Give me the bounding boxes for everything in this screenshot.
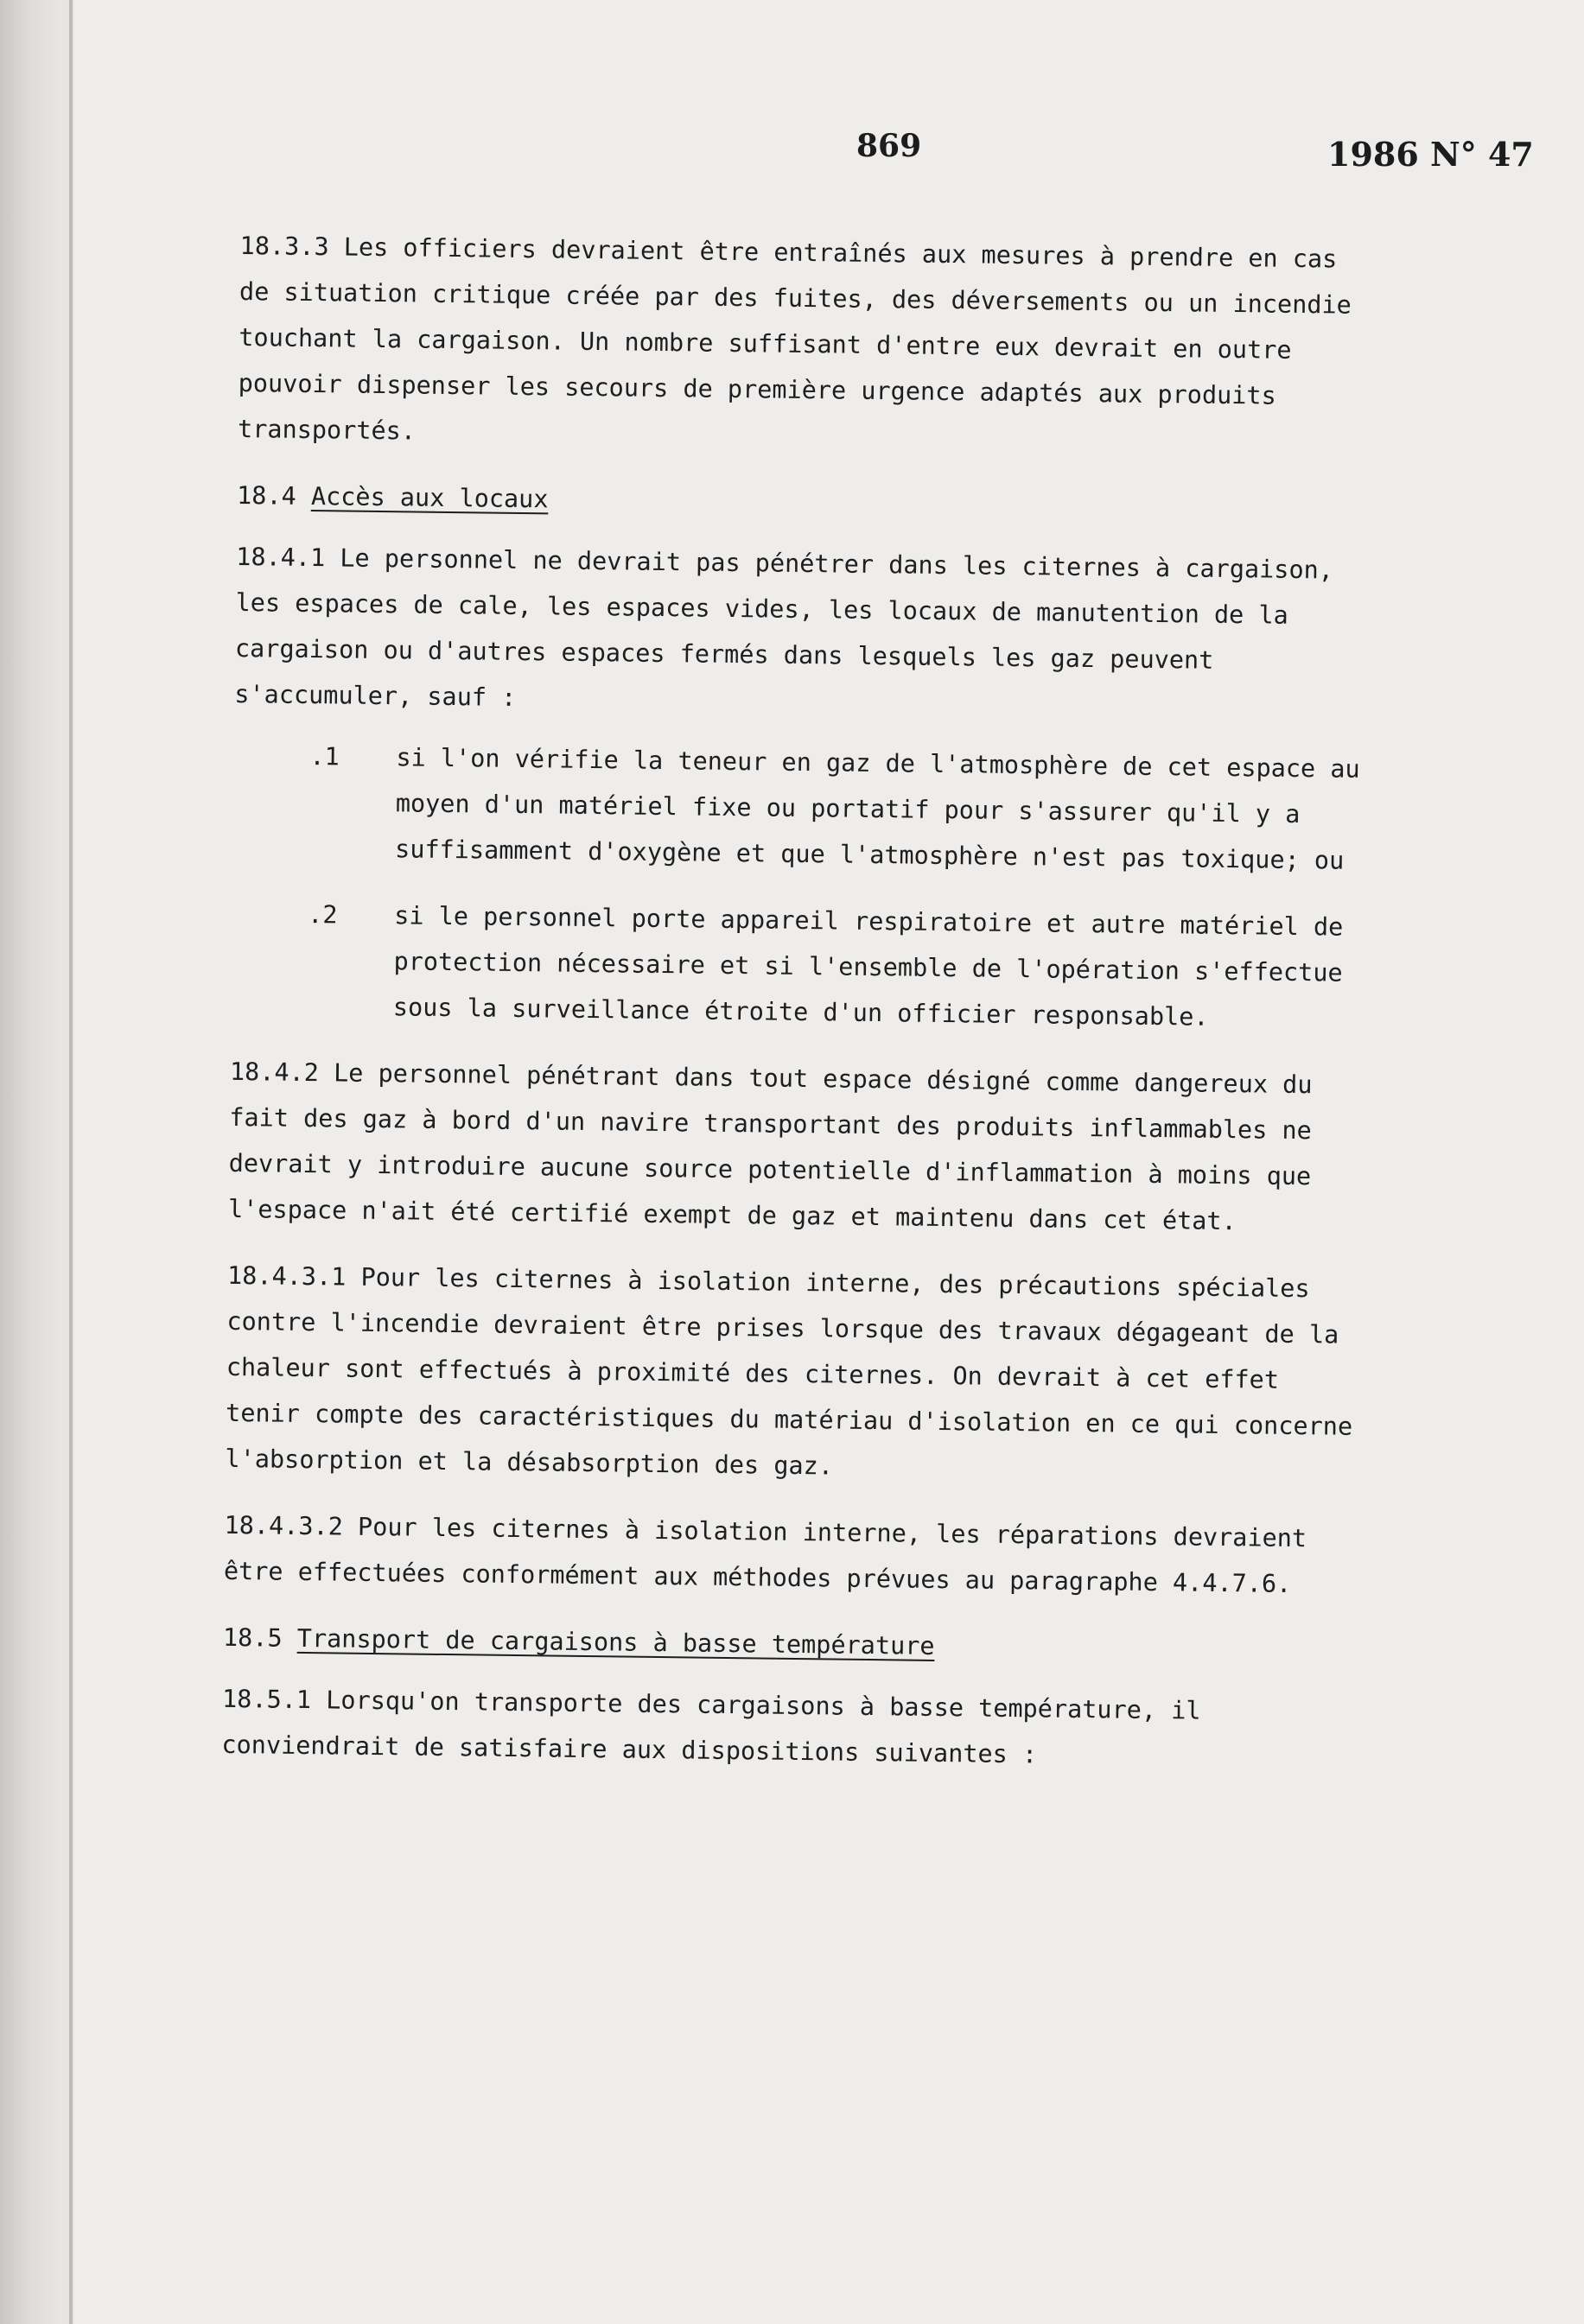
document-reference: 1986 N° 47 — [1327, 135, 1534, 174]
paragraph-number: 18.4.3.2 — [224, 1510, 344, 1541]
binding-gutter — [0, 0, 62, 2324]
list-item-marker: .2 — [308, 900, 338, 930]
paragraph-number: 18.3.3 — [239, 231, 329, 262]
document-body — [221, 223, 1381, 1802]
paragraph-18-4-2 — [228, 1049, 1371, 1246]
paragraph-text: Pour les citernes à isolation interne, des précautions spéciales contre l'incendie devraient être prises lorsque des travaux dégageant de la chaleur sont effectués à proximité des citernes. On devrait à cet effet tenir compte des caractéristiques du matériau d'isolation en ce qui concerne l'absorption et la désabsorption des gaz. — [225, 1262, 1353, 1481]
binding-edge — [69, 0, 73, 2324]
paragraph-text: Pour les citernes à isolation interne, les réparations devraient être effectuées conformément aux méthodes prévues au paragraphe 4.4.7.6. — [223, 1512, 1307, 1598]
list-item-text: si l'on vérifie la teneur en gaz de l'atmosphère de cet espace au moyen d'un matériel fixe ou portatif pour s'assurer qu'il y a suffisamment d'oxygène et que l'atmosphère n'est pas toxique; ou — [394, 743, 1360, 875]
paragraph-number: 18.4.3.1 — [226, 1260, 347, 1292]
paragraph-18-4-1 — [234, 534, 1377, 731]
paragraph-18-5-1 — [221, 1676, 1363, 1781]
list-item — [232, 733, 1375, 884]
paragraph-18-4-3-2 — [224, 1502, 1365, 1608]
paragraph-text: Le personnel pénétrant dans tout espace désigné comme dangereux du fait des gaz à bord d'un navire transportant des produits inflammables ne devrait y introduire aucune source potentielle d'inflammation à moins que l'espace n'ait été certifié exempt de gaz et maintenu dans cet état. — [227, 1058, 1313, 1236]
paragraph-18-4-3-1 — [225, 1253, 1368, 1495]
section-number: 18.5 — [222, 1622, 283, 1653]
page-number: 869 — [856, 128, 922, 164]
section-number: 18.4 — [236, 480, 296, 511]
list-item — [231, 891, 1373, 1042]
section-heading-18-5 — [223, 1615, 1365, 1674]
list-item-text: si le personnel porte appareil respiratoire et autre matériel de protection nécessaire et si l'ensemble de l'opération s'effectue sous la surveillance étroite d'un officier responsable. — [392, 901, 1344, 1032]
paragraph-18-3-3 — [238, 223, 1381, 466]
paragraph-number: 18.5.1 — [221, 1684, 312, 1715]
section-title: Accès aux locaux — [310, 482, 549, 514]
section-title: Transport de cargaisons à basse température — [296, 1623, 935, 1660]
section-heading-18-4 — [237, 473, 1378, 532]
paragraph-text: Le personnel ne devrait pas pénétrer dans les citernes à cargaison, les espaces de cale, les espaces vides, les locaux de manutention de la cargaison ou d'autres espaces fermés dans lesquels les gaz peuvent s'accumuler, sauf : — [234, 543, 1334, 712]
paragraph-number: 18.4.1 — [236, 542, 326, 573]
paragraph-text: Les officiers devraient être entraînés aux mesures à prendre en cas de situation critique créée par des fuites, des déversements ou un incendie touchant la cargaison. Un nombre suffisant d'entre eux devrait en outre pouvoir dispenser les secours de première urgence adaptés aux produits transportés. — [237, 232, 1352, 446]
list-item-marker: .1 — [309, 742, 340, 771]
paragraph-number: 18.4.2 — [229, 1057, 320, 1088]
paragraph-text: Lorsqu'on transporte des cargaisons à basse température, il conviendrait de satisfaire aux dispositions suivantes : — [221, 1686, 1201, 1769]
